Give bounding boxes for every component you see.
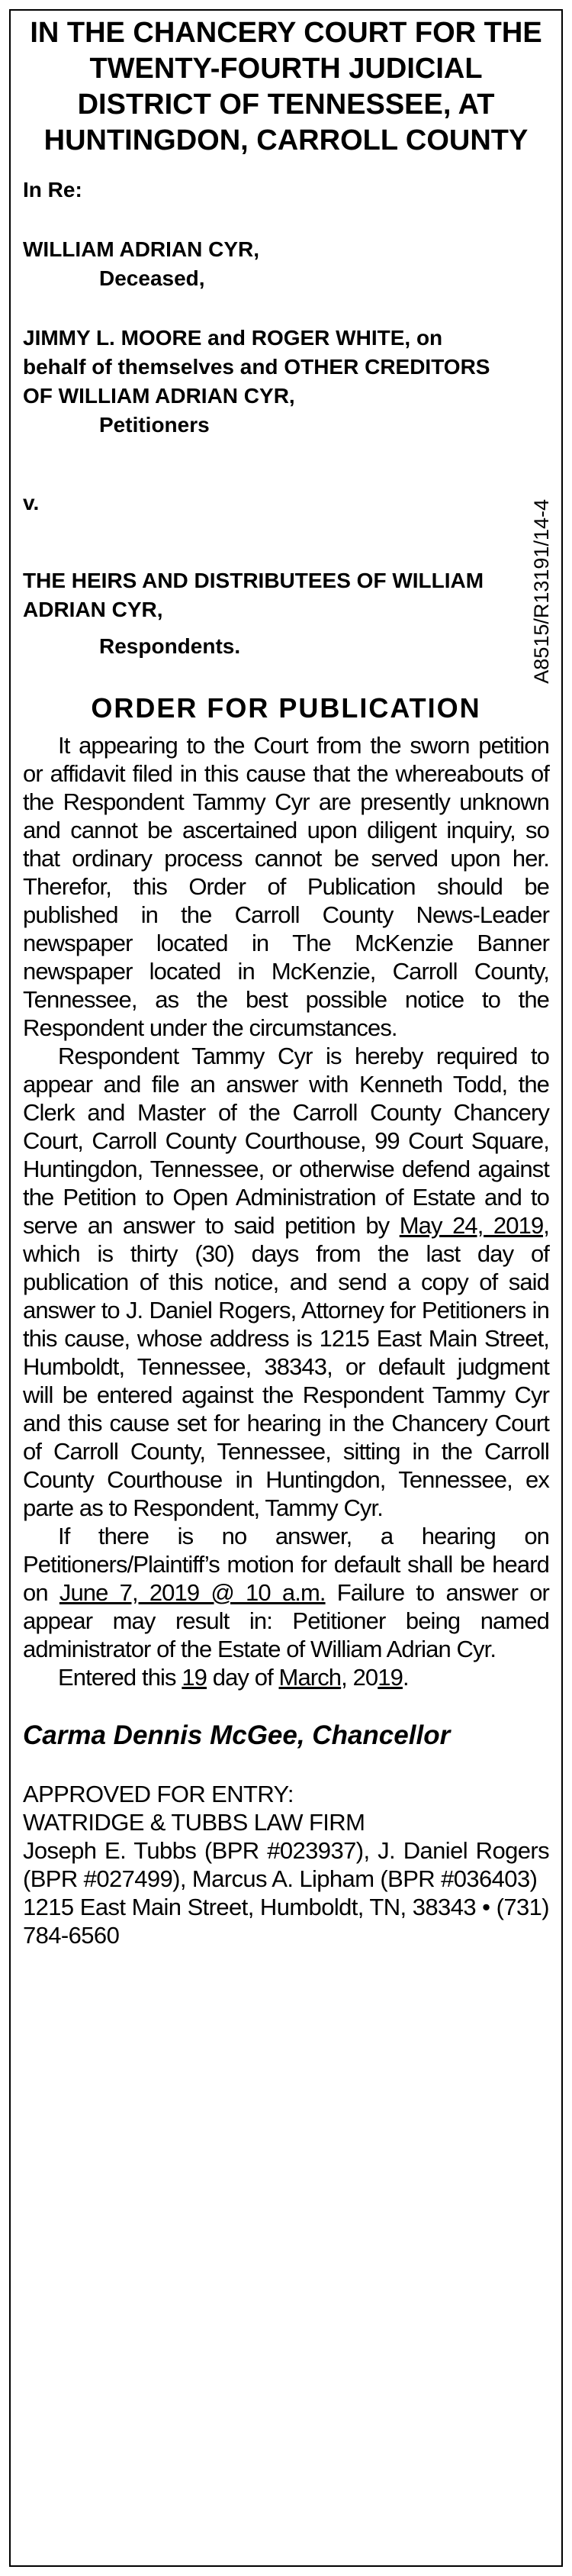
petitioners-names: JIMMY L. MOORE and ROGER WHITE, on behalf of themselves and OTHER CREDITORS OF WILLIAM ADRIAN CYR,	[23, 326, 490, 408]
law-firm-name: WATRIDGE & TUBBS LAW FIRM	[23, 1809, 365, 1836]
approved-heading: APPROVED FOR ENTRY:	[23, 1781, 294, 1807]
ad-reference-code: A8515/R13191/14-4	[530, 499, 553, 684]
chancellor-signature: Carma Dennis McGee, Chancellor	[23, 1720, 451, 1750]
entered-prefix: Entered this	[58, 1664, 182, 1691]
order-body	[23, 731, 549, 1691]
order-title: ORDER FOR PUBLICATION	[91, 692, 481, 724]
in-re-label: In Re:	[23, 178, 82, 202]
attorney-list: Joseph E. Tubbs (BPR #023937), J. Daniel Rogers (BPR #027499), Marcus A. Lipham (BPR #036403)	[23, 1837, 549, 1892]
respondents-role: Respondents.	[99, 634, 241, 658]
paragraph-3-part-a: If there is no answer, a hearing on Petitioners/Plaintiff’s motion for default shall be heard on	[23, 1523, 549, 1606]
answer-deadline-date: May 24, 2019,	[399, 1212, 549, 1239]
entered-day: 19	[182, 1664, 207, 1691]
respondents-names: THE HEIRS AND DISTRIBUTEES OF WILLIAM ADRIAN CYR,	[23, 569, 484, 621]
paragraph-3-part-b: Failure to answer or appear may result in: Petitioner being named administrator of the Estate of William Adrian Cyr.	[23, 1579, 549, 1662]
entered-month: March	[278, 1664, 342, 1691]
decedent-role: Deceased,	[99, 266, 205, 290]
approved-for-entry	[23, 1780, 549, 1949]
court-heading: IN THE CHANCERY COURT FOR THE TWENTY-FOURTH JUDICIAL DISTRICT OF TENNESSEE, AT HUNTINGDON, CARROLL COUNTY	[30, 17, 542, 156]
entered-year-b: 19	[378, 1664, 403, 1691]
decedent-name: WILLIAM ADRIAN CYR,	[23, 237, 260, 261]
paragraph-2-part-a: Respondent Tammy Cyr is hereby required to appear and file an answer with Kenneth Todd, the Clerk and Master of the Carroll County Chancery Court, Carroll County Courthouse, 99 Court Square, Huntingdon, Tennessee, or otherwise defend against the Petition to Open Administration of Estate and to serve an answer to said petition by	[23, 1043, 549, 1239]
entered-end: .	[402, 1664, 409, 1691]
versus-label: v.	[23, 491, 40, 514]
legal-notice	[9, 9, 563, 2567]
entered-line	[23, 1663, 549, 1691]
hearing-date: June 7, 2019 @ 10 a.m.	[59, 1579, 326, 1606]
paragraph-1: It appearing to the Court from the sworn petition or affidavit filed in this cause that the whereabouts of the Respondent Tammy Cyr are presently unknown and cannot be ascertained upon diligent inquiry, so that ordinary process cannot be served upon her. Therefor, this Order of Publication should be published in the Carroll County News-Leader newspaper located in The McKenzie Banner newspaper located in McKenzie, Carroll County, Tennessee, as the best possible notice to the Respondent under the circumstances.	[23, 732, 549, 1041]
paragraph-3	[23, 1522, 549, 1663]
paragraph-2	[23, 1042, 549, 1522]
firm-address: 1215 East Main Street, Humboldt, TN, 38343 • (731) 784-6560	[23, 1894, 549, 1949]
petitioners-role: Petitioners	[99, 413, 210, 437]
case-caption	[23, 176, 494, 661]
entered-year-a: , 20	[341, 1664, 378, 1691]
entered-mid: day of	[207, 1664, 279, 1691]
paragraph-2-part-b: which is thirty (30) days from the last day of publication of this notice, and send a copy of said answer to J. Daniel Rogers, Attorney for Petitioners in this cause, whose address is 1215 East Main Street, Humboldt, Tennessee, 38343, or default judgment will be entered against the Respondent Tammy Cyr and this cause set for hearing in the Chancery Court of Carroll County, Tennessee, sitting in the Carroll County Courthouse in Huntingdon, Tennessee, ex parte as to Respondent, Tammy Cyr.	[23, 1240, 549, 1521]
